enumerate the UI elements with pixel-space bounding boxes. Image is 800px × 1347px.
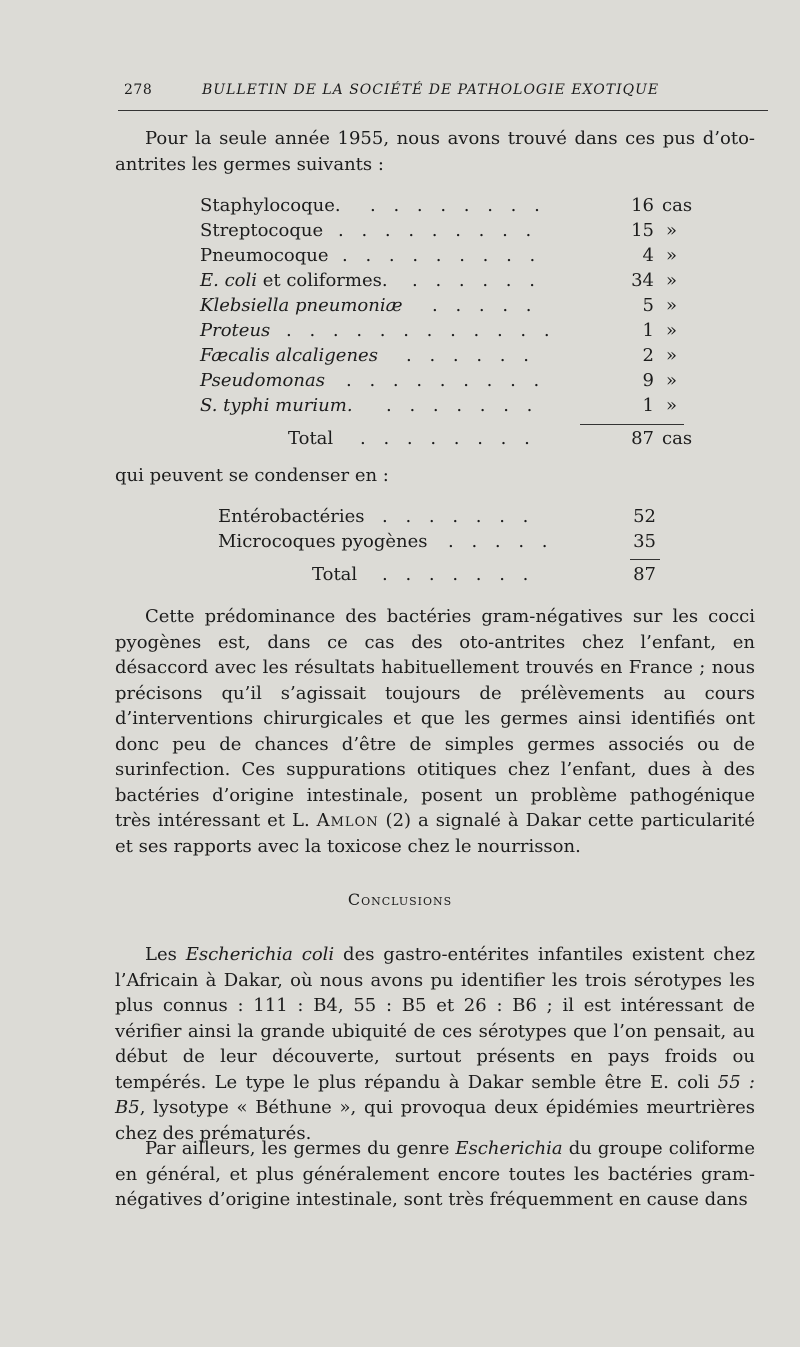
- germ-count: 16: [631, 195, 654, 216]
- germ-name: Streptocoque: [200, 220, 324, 241]
- germ-unit: cas: [662, 195, 693, 216]
- germ-unit: »: [666, 345, 678, 366]
- germ-count: 34: [631, 270, 654, 291]
- conclusion-text-c: , lysotype « Béthune », qui provoqua deux épidémies meurtrières chez des prématurés.: [115, 1097, 755, 1144]
- leader-dots: . . . . . .: [412, 270, 541, 291]
- intro-paragraph: Pour la seule année 1955, nous avons trouvé dans ces pus d’oto-antrites les germes suivants :: [115, 128, 755, 175]
- total-label: Total: [288, 428, 334, 449]
- conclusion-paragraph-1: [115, 942, 755, 1146]
- genus-name: Escherichia: [455, 1138, 563, 1159]
- germ-unit: »: [666, 320, 678, 341]
- total-unit: cas: [662, 428, 693, 449]
- germ-name-rest: et coliformes.: [257, 270, 388, 291]
- germ-name: [200, 270, 388, 291]
- total-count: 87: [631, 428, 654, 449]
- germ-name: Pseudomonas: [200, 370, 325, 391]
- germ-unit: »: [666, 295, 678, 316]
- germ-count: 1: [642, 320, 654, 341]
- species-name: Escherichia coli: [185, 944, 335, 965]
- germ-count: 15: [631, 220, 654, 241]
- page-number: 278: [124, 82, 153, 98]
- leader-dots: . . . . . . . .: [360, 428, 536, 449]
- group-count: 35: [633, 531, 656, 552]
- discussion-text-b: (2) a signalé à Dakar cette particularité et ses rapports avec la toxicose chez le nourrisson.: [115, 810, 755, 857]
- germ-name: Pneumocoque: [200, 245, 329, 266]
- germ-name: S. typhi murium.: [200, 395, 353, 416]
- germ-count: 4: [642, 245, 654, 266]
- germ-unit: »: [666, 220, 678, 241]
- leader-dots: . . . . . . .: [382, 506, 535, 527]
- journal-title: BULLETIN DE LA SOCIÉTÉ DE PATHOLOGIE EXOTIQUE: [202, 82, 660, 98]
- conclusion-text-b: des gastro-entérites infantiles existent chez l’Africain à Dakar, où nous avons pu identifier les trois sérotypes les plus connus : 111 : B4, 55 : B5 et 26 : B6 ; il est intéressant de vérifier ainsi la grande ubiquité de ces sérotypes que l’on pensait, au début de leur découverte, surtout présents en pays froids ou tempérés. Le type le plus répandu à Dakar semble être E. coli: [115, 944, 755, 1093]
- germ-unit: »: [666, 395, 678, 416]
- germ-name-italic: E. coli: [200, 270, 258, 291]
- discussion-text-a: Cette prédominance des bactéries gram-négatives sur les cocci pyogènes est, dans ce cas des oto-antrites chez l’enfant, en désaccord avec les résultats habituellement trouvés en France ; nous précisons qu’il s’agissait toujours de prélèvements au cours d’interventions chirurgicales et que les germes ainsi identifiés ont donc peu de chances d’être de simples germes associés ou de surinfection. Ces suppurations otitiques chez l’enfant, dues à des bactéries d’origine intestinale, posent un problème pathogénique très intéressant et L.: [115, 606, 755, 831]
- germ-name: Staphylocoque.: [200, 195, 341, 216]
- leader-dots: . . . . . . . . .: [346, 370, 546, 391]
- germ-name: Proteus: [200, 320, 271, 341]
- leader-dots: . . . . . . . .: [370, 195, 546, 216]
- leader-dots: . . . . .: [448, 531, 554, 552]
- group-name: Entérobactéries: [218, 506, 365, 527]
- leader-dots: . . . . . . . . .: [338, 220, 538, 241]
- total-count: 87: [633, 564, 656, 585]
- conclusion2-text-b: du groupe coliforme en général, et plus généralement encore toutes les bactéries gram-négatives d’origine intestinale, sont très fréquemment en cause dans: [115, 1138, 755, 1210]
- author-name: Amlon: [316, 810, 379, 831]
- leader-dots: . . . . . . .: [382, 564, 535, 585]
- condense-intro: qui peuvent se condenser en :: [115, 465, 389, 486]
- group-name: Microcoques pyogènes: [218, 531, 428, 552]
- sum-rule: [630, 559, 660, 560]
- germ-count: 5: [642, 295, 654, 316]
- leader-dots: . . . . . . .: [386, 395, 539, 416]
- sum-rule: [580, 424, 684, 425]
- germ-unit: »: [666, 370, 678, 391]
- germ-count: 2: [642, 345, 654, 366]
- leader-dots: . . . . . .: [406, 345, 535, 366]
- leader-dots: . . . . . . . . . . . .: [286, 320, 556, 341]
- germ-unit: »: [666, 245, 678, 266]
- conclusion2-text-a: Par ailleurs, les germes du genre: [145, 1138, 456, 1159]
- conclusion-text-a: Les: [145, 944, 186, 965]
- discussion-paragraph: [115, 604, 755, 859]
- germ-name: Fæcalis alcaligenes: [200, 345, 378, 366]
- conclusion-paragraph-2: [115, 1136, 755, 1213]
- germs-table: [200, 195, 693, 465]
- group-count: 52: [633, 506, 656, 527]
- leader-dots: . . . . .: [432, 295, 538, 316]
- germ-count: 1: [642, 395, 654, 416]
- serotype: 55 : B5: [115, 1071, 755, 1118]
- condensed-table: [218, 506, 668, 596]
- leader-dots: . . . . . . . . .: [342, 245, 542, 266]
- conclusions-heading: Conclusions: [347, 890, 453, 909]
- total-label: Total: [312, 564, 358, 585]
- germ-name: Klebsiella pneumoniæ: [200, 295, 403, 316]
- germ-count: 9: [642, 370, 654, 391]
- germ-unit: »: [666, 270, 678, 291]
- header-rule: [118, 110, 768, 111]
